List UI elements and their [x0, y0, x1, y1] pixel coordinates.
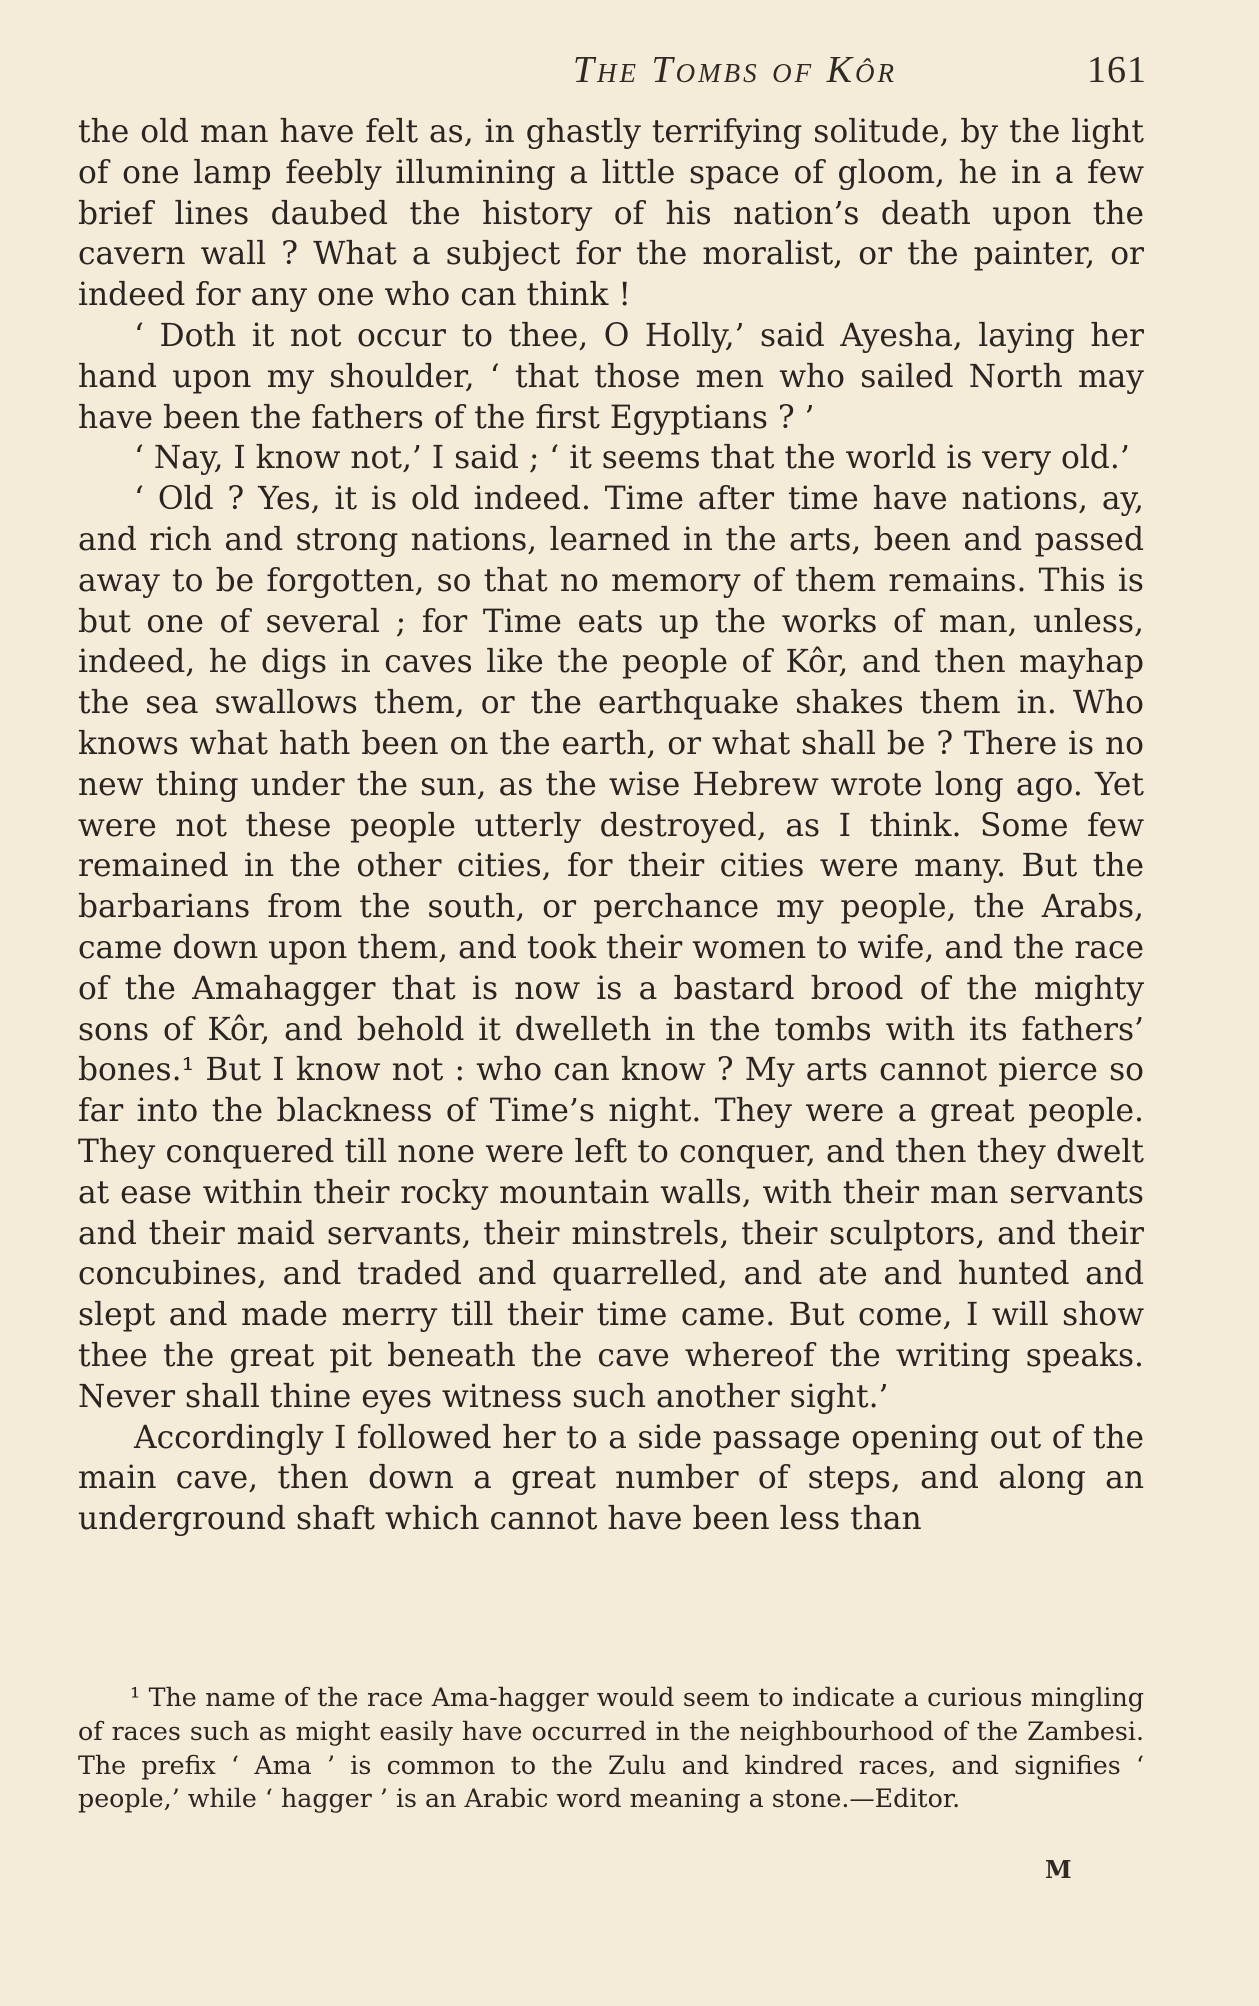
paragraph: ‘ Old ? Yes, it is old indeed. Time after time have nations, ay, and rich and strong nations, learned in the arts, been and passed away to be forgotten, so that no memory of them remains. This is but one of several ; for Time eats up the works of man, unless, indeed, he digs in caves like the people of Kôr, and then mayhap the sea swallows them, or the earthquake shakes them in. Who knows what hath been on the earth, or what shall be ? There is no new thing under the sun, as the wise Hebrew wrote long ago. Yet were not these people utterly destroyed, as I think. Some few remained in the other cities, for their cities were many. But the barbarians from the south, or perchance my people, the Arabs, came down upon them, and took their women to wife, and the race of the Amahagger that is now is a bastard brood of the mighty sons of Kôr, and behold it dwelleth in the tombs with its fathers’ bones.¹ But I know not : who can know ? My arts cannot pierce so far into the blackness of Time’s night. They were a great people. They conquered till none were left to conquer, and then they dwelt at ease within their rocky mountain walls, with their man servants and their maid servants, their minstrels, their sculptors, and their concubines, and traded and quarrelled, and ate and hunted and slept and made merry till their time came. But come, I will show thee the great pit beneath the cave whereof the writing speaks. Never shall thine eyes witness such another sight.’ — [78, 481, 1144, 1415]
paragraph: the old man have felt as, in ghastly terrifying solitude, by the light of one lamp feebly illumining a little space of gloom, he in a few brief lines daubed the history of his nation’s death upon the cavern wall ? What a subject for the moralist, or the painter, or indeed for any one who can think ! — [78, 114, 1144, 314]
body-text — [78, 112, 1144, 1540]
footnote-text: ¹ The name of the race Ama-hagger would seem to indicate a curious mingling of races such as might easily have occurred in the neighbourhood of the Zambesi. The prefix ‘ Ama ’ is common to the Zulu and kindred races, and signifies ‘ people,’ while ‘ hagger ’ is an Arabic word meaning a stone.—Editor. — [78, 1683, 1144, 1814]
paragraph: ‘ Nay, I know not,’ I said ; ‘ it seems that the world is very old.’ — [134, 440, 1130, 477]
page-header — [78, 42, 1147, 98]
running-title: The Tombs of Kôr — [572, 49, 897, 91]
footnote — [78, 1681, 1144, 1816]
signature-mark: M — [1045, 1855, 1072, 1884]
page-number: 161 — [1087, 49, 1147, 91]
paragraph: ‘ Doth it not occur to thee, O Holly,’ said Ayesha, laying her hand upon my shoulder, ‘ that those men who sailed North may have been the fathers of the first Egyptians ? ’ — [78, 317, 1144, 436]
paragraph: Accordingly I followed her to a side passage opening out of the main cave, then down a great number of steps, and along an underground shaft which cannot have been less than — [78, 1419, 1144, 1538]
